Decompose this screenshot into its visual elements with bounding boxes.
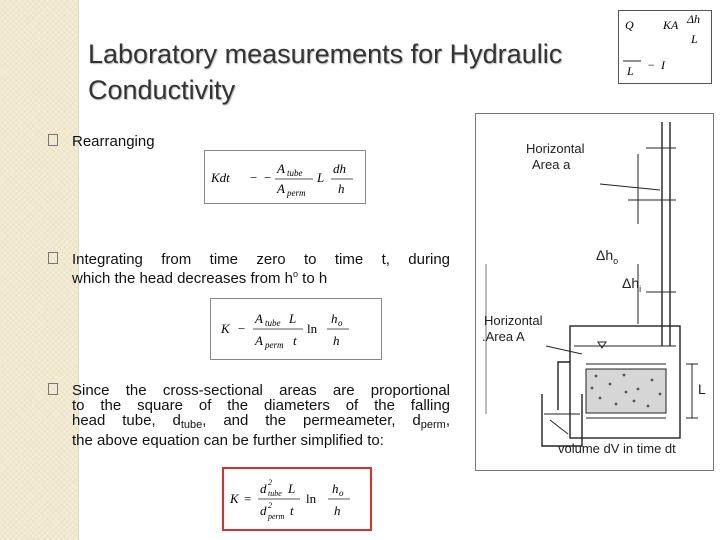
- eq2-h: h: [333, 333, 340, 348]
- area-A-arrow: [546, 346, 582, 354]
- eq2-den-tail: t: [293, 333, 297, 348]
- corner-minus: −: [647, 58, 656, 72]
- dh1-text: Δh: [622, 275, 640, 291]
- area-a-arrow: [600, 184, 660, 190]
- bullet-text: Rearranging: [72, 133, 155, 150]
- diagram-label-dh1: [622, 276, 641, 296]
- dh0-sub: o: [613, 255, 619, 266]
- permeameter-drawing: [476, 114, 713, 470]
- bullet-line-part: , and the permeameter, d: [202, 412, 421, 429]
- bullet-line-sup: o: [292, 269, 298, 279]
- eq2-den-sub: perm: [265, 340, 284, 350]
- eq1-num: A: [277, 161, 285, 176]
- eq3-equals: =: [244, 491, 252, 506]
- eq3-num: d: [260, 481, 267, 496]
- eq2-lhs: K: [221, 321, 230, 336]
- eq1-h: h: [338, 181, 345, 196]
- eq2-h0: h: [331, 311, 338, 326]
- bullet-line-part: head tube, d: [72, 412, 181, 429]
- bullet-cross-section: [48, 382, 450, 449]
- slide-title: [88, 36, 648, 108]
- eq3-num-sub: tube: [268, 489, 282, 498]
- bullet-text: [72, 252, 450, 286]
- eq1-den-sub: perm: [287, 188, 306, 198]
- corner-l: L: [691, 32, 698, 46]
- corner-q: Q: [625, 18, 634, 32]
- eq3-num-tail: L: [288, 481, 296, 496]
- diagram-label-horizontal-A: Horizontal: [484, 313, 543, 328]
- bullet-marker-icon: [48, 383, 58, 395]
- bullet-marker-icon: [48, 134, 58, 146]
- corner-l2: L: [627, 64, 634, 78]
- eq2-equals: −: [237, 321, 246, 336]
- eq1-minus: −: [263, 170, 272, 185]
- eq2-den: A: [255, 333, 263, 348]
- eq3-den-tail: t: [290, 503, 294, 518]
- diagram-label-length: L: [698, 381, 706, 397]
- eq3-lhs: K: [230, 491, 239, 506]
- eq3-num-sup: 2: [268, 478, 272, 487]
- eq2-num-tail: L: [289, 311, 297, 326]
- water-level-marker-icon: [598, 342, 606, 348]
- diagram-label-dh0: [596, 248, 618, 268]
- equation-rearranged: [204, 150, 366, 204]
- bullet-line: [72, 267, 450, 286]
- darcy-equation-inset: [618, 10, 712, 84]
- eq3-h0-sub: o: [339, 488, 344, 498]
- eq3-den-sup: 2: [268, 501, 272, 510]
- eq3-h: h: [334, 503, 341, 518]
- eq3-den-sub: perm: [268, 512, 285, 521]
- bullet-line: Since the cross-sectional areas are proportional: [72, 382, 450, 399]
- eq2-h0-sub: o: [338, 318, 343, 328]
- title-line-2: Conductivity: [88, 75, 236, 105]
- title-line-1: Laboratory measurements for Hydraulic: [88, 39, 563, 69]
- bullet-text: [72, 383, 450, 448]
- bullet-line-part: which the head decreases from h: [72, 270, 293, 287]
- bullet-line-part: ,: [445, 412, 450, 429]
- falling-head-permeameter-diagram: [475, 113, 714, 471]
- bullet-line-sub: tube: [180, 419, 203, 431]
- eq2-num: A: [255, 311, 263, 326]
- bullet-marker-icon: [48, 252, 58, 264]
- corner-dh: Δh: [687, 12, 701, 26]
- corner-ka: KA: [663, 18, 679, 32]
- bullet-integrating: [48, 252, 450, 286]
- eq3-h0: h: [332, 481, 339, 496]
- equation-integrated: [210, 298, 382, 360]
- eq2-ln: ln: [307, 321, 318, 336]
- diagram-label-area-A: .Area A: [482, 329, 525, 344]
- dh1-sub: i: [639, 283, 642, 294]
- bullet-line: [72, 413, 450, 433]
- equation-simplified: [222, 467, 372, 531]
- eq3-den: d: [260, 503, 267, 518]
- dh0-text: Δh: [596, 247, 614, 263]
- eq1-den: A: [277, 181, 285, 196]
- diagram-label-volume: volume dV in time dt: [558, 441, 676, 456]
- bullet-line: to the square of the diameters of the falling: [72, 397, 450, 414]
- diagram-label-area-a: Area a: [532, 157, 571, 172]
- eq3-ln: ln: [306, 491, 317, 506]
- eq1-equals: −: [249, 170, 258, 185]
- eq1-dh: dh: [333, 161, 346, 176]
- bullet-line: the above equation can be further simplified to:: [72, 432, 384, 449]
- bullet-line-sub: perm: [420, 419, 446, 431]
- eq1-lhs: Kdt: [211, 170, 230, 185]
- eq2-num-sub: tube: [265, 318, 281, 328]
- volume-arrow: [550, 420, 568, 434]
- eq1-num-sub: tube: [287, 168, 303, 178]
- outlet-tube: [558, 362, 570, 410]
- diagram-label-horizontal-a: Horizontal: [526, 141, 585, 156]
- bullet-line-part: to h: [297, 270, 328, 287]
- eq1-l: L: [317, 170, 325, 185]
- bullet-line: Integrating from time zero to time t, during: [72, 251, 450, 268]
- corner-i: I: [661, 58, 665, 72]
